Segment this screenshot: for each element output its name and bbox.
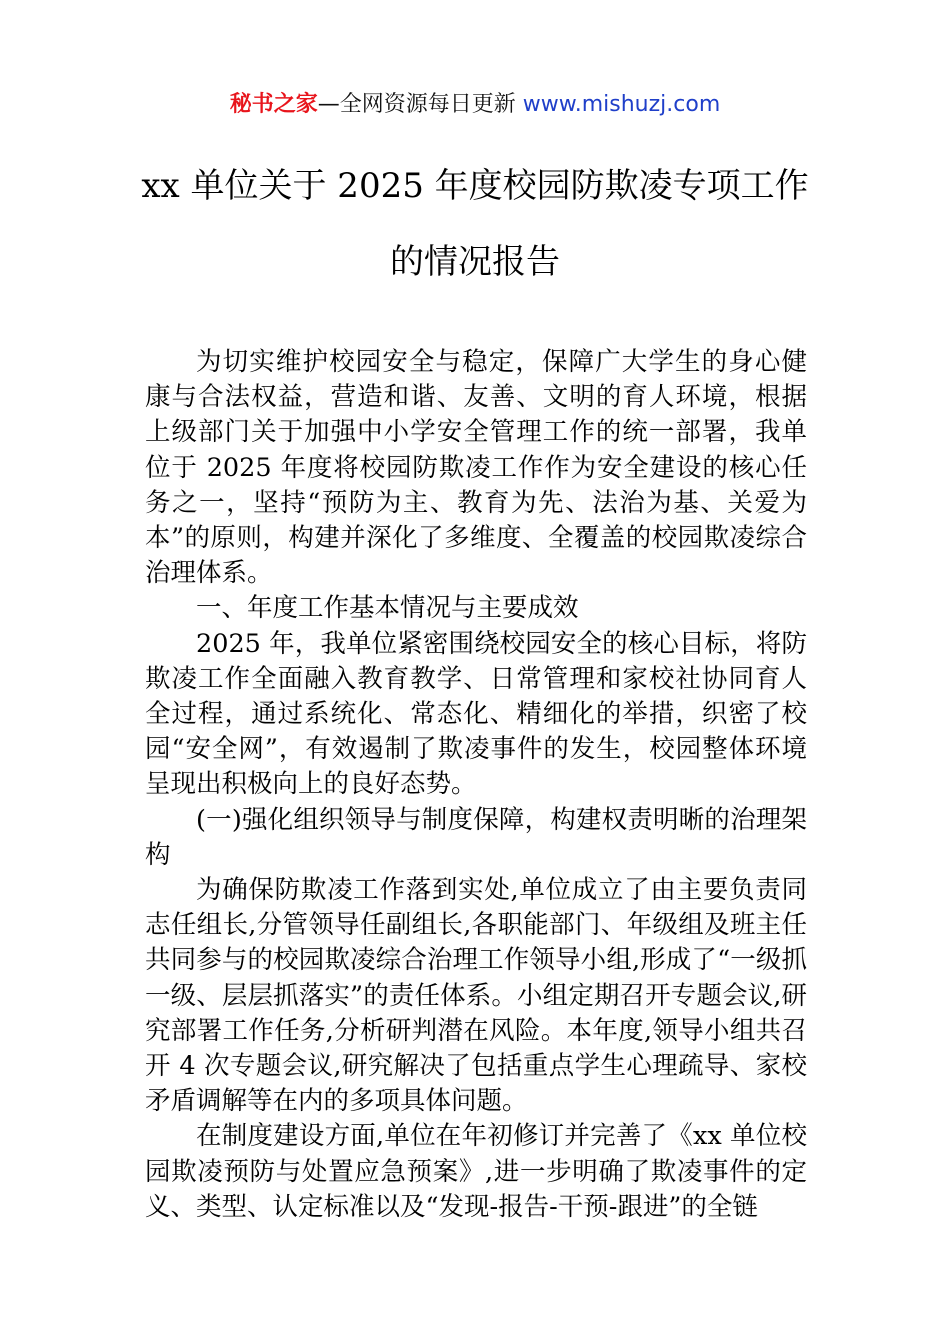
header-slogan: —全网资源每日更新 (317, 92, 523, 117)
document-title (110, 158, 840, 290)
section-heading-1: 一、年度工作基本情况与主要成效 (196, 593, 579, 624)
body-paragraph: 2025 年，我单位紧密围绕校园安全的核心目标，将防欺凌工作全面融入教育教学、日常管理和家校社协同育人全过程，通过系统化、常态化、精细化的举措，织密了校园“安全网”，有效遏制了欺凌事件的发生，校园整体环境呈现出积极向上的良好态势。 (145, 628, 807, 800)
intro-paragraph: 为切实维护校园安全与稳定，保障广大学生的身心健康与合法权益，营造和谐、友善、文明的育人环境，根据上级部门关于加强中小学安全管理工作的统一部署，我单位于 2025 年度将校园防欺凌工作作为安全建设的核心任务之一，坚持“预防为主、教育为先、法治为基、关爱为本”的原则，构建并深化了多维度、全覆盖的校园欺凌综合治理体系。 (145, 347, 807, 589)
brand-name: 秘书之家 (229, 92, 318, 117)
site-url-link[interactable]: www.mishuzj.com (522, 92, 721, 117)
page-header (0, 88, 950, 122)
title-line-2: 的情况报告 (390, 242, 560, 282)
document-body (145, 345, 807, 1225)
body-paragraph: 为确保防欺凌工作落到实处,单位成立了由主要负责同志任组长,分管领导任副组长,各职能部门、年级组及班主任共同参与的校园欺凌综合治理工作领导小组,形成了“一级抓一级、层层抓落实”的责任体系。小组定期召开专题会议,研究部署工作任务,分析研判潜在风险。本年度,领导小组共召开 4 次专题会议,研究解决了包括重点学生心理疏导、家校矛盾调解等在内的多项具体问题。 (145, 875, 807, 1117)
title-line-1: xx 单位关于 2025 年度校园防欺凌专项工作 (141, 166, 809, 206)
body-paragraph: 在制度建设方面,单位在年初修订并完善了《xx 单位校园欺凌预防与处置应急预案》,进一步明确了欺凌事件的定义、类型、认定标准以及“发现-报告-干预-跟进”的全链 (145, 1121, 807, 1222)
subsection-heading-1: (一)强化组织领导与制度保障，构建权责明晰的治理架构 (145, 804, 807, 870)
